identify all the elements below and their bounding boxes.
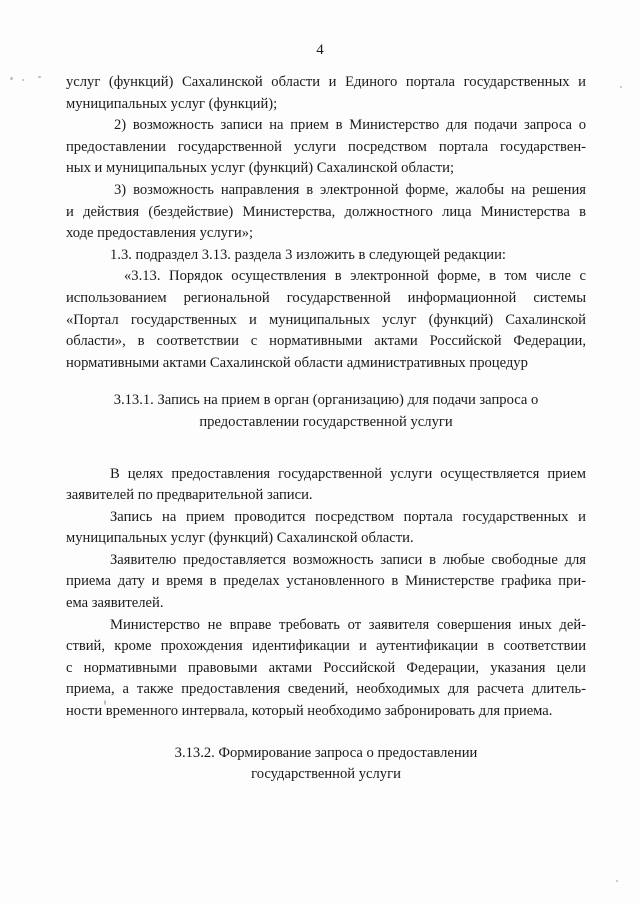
text-line: 2) возможность записи на прием в Министерство для подачи запроса о: [114, 117, 586, 134]
scan-smudge: [22, 79, 24, 81]
text-line: Министерство не вправе требовать от заявителя совершения иных дей-: [110, 616, 586, 633]
scan-smudge: [10, 77, 13, 80]
text-line: ствий, кроме прохождения идентификации и аутентификации в соответствии: [66, 638, 586, 655]
spacer: [66, 374, 586, 390]
text-line: и действия (бездействие) Министерства, должностного лица Министерства в: [66, 203, 586, 220]
spacer: [66, 434, 586, 464]
text-line: нормативными актами Сахалинской области административных процедур: [66, 354, 528, 371]
text-line: предоставлении государственной услуги посредством портала государствен-: [66, 138, 586, 155]
section-heading: 3.13.2. Формирование запроса о предоставлении: [174, 744, 478, 761]
text-line: 3) возможность направления в электронной форме, жалобы на решения: [114, 181, 586, 198]
text-line: использованием региональной государственной информационной системы: [66, 289, 586, 306]
text-line: ходе предоставления услуги»;: [66, 225, 254, 242]
scan-smudge: [620, 86, 622, 88]
text-line: «3.13. Порядок осуществления в электронной форме, в том числе с: [124, 268, 586, 285]
section-heading: 3.13.1. Запись на прием в орган (организацию) для подачи запроса о: [113, 392, 539, 409]
text-line: с нормативными правовыми актами Российской Федерации, указания цели: [66, 659, 586, 676]
scan-smudge: [616, 880, 618, 882]
text-line: заявителей по предварительной записи.: [66, 487, 313, 504]
text-line: приема, а также предоставления сведений, необходимых для расчета длитель-: [66, 681, 586, 698]
text-line: В целях предоставления государственной услуги осуществляется прием: [110, 465, 586, 482]
document-body: [66, 72, 586, 786]
text-line: муниципальных услуг (функций) Сахалинской области.: [66, 530, 414, 547]
text-line: приема дату и время в пределах установленного в Министерстве графика при-: [66, 573, 586, 590]
text-line: 1.3. подраздел 3.13. раздела 3 изложить в следующей редакции:: [110, 246, 506, 263]
section-heading: предоставлении государственной услуги: [199, 413, 453, 430]
text-line: муниципальных услуг (функций);: [66, 95, 278, 112]
text-line: услуг (функций) Сахалинской области и Единого портала государственных и: [66, 74, 586, 90]
text-line: Запись на прием проводится посредством портала государственных и: [110, 508, 586, 525]
text-line: Заявителю предоставляется возможность записи в любые свободные для: [110, 551, 586, 568]
scan-smudge: [38, 76, 41, 78]
text-line: «Портал государственных и муниципальных услуг (функций) Сахалинской: [66, 311, 586, 328]
text-line: области», в соответствии с нормативными актами Российской Федерации,: [66, 333, 586, 350]
section-heading: государственной услуги: [251, 766, 401, 783]
text-line: ных и муниципальных услуг (функций) Сахалинской области;: [66, 160, 455, 177]
spacer: [66, 723, 586, 743]
text-line: ности временного интервала, который необходимо забронировать для приема.: [66, 703, 553, 720]
text-line: ема заявителей.: [66, 595, 164, 612]
page-number: 4: [316, 42, 324, 58]
